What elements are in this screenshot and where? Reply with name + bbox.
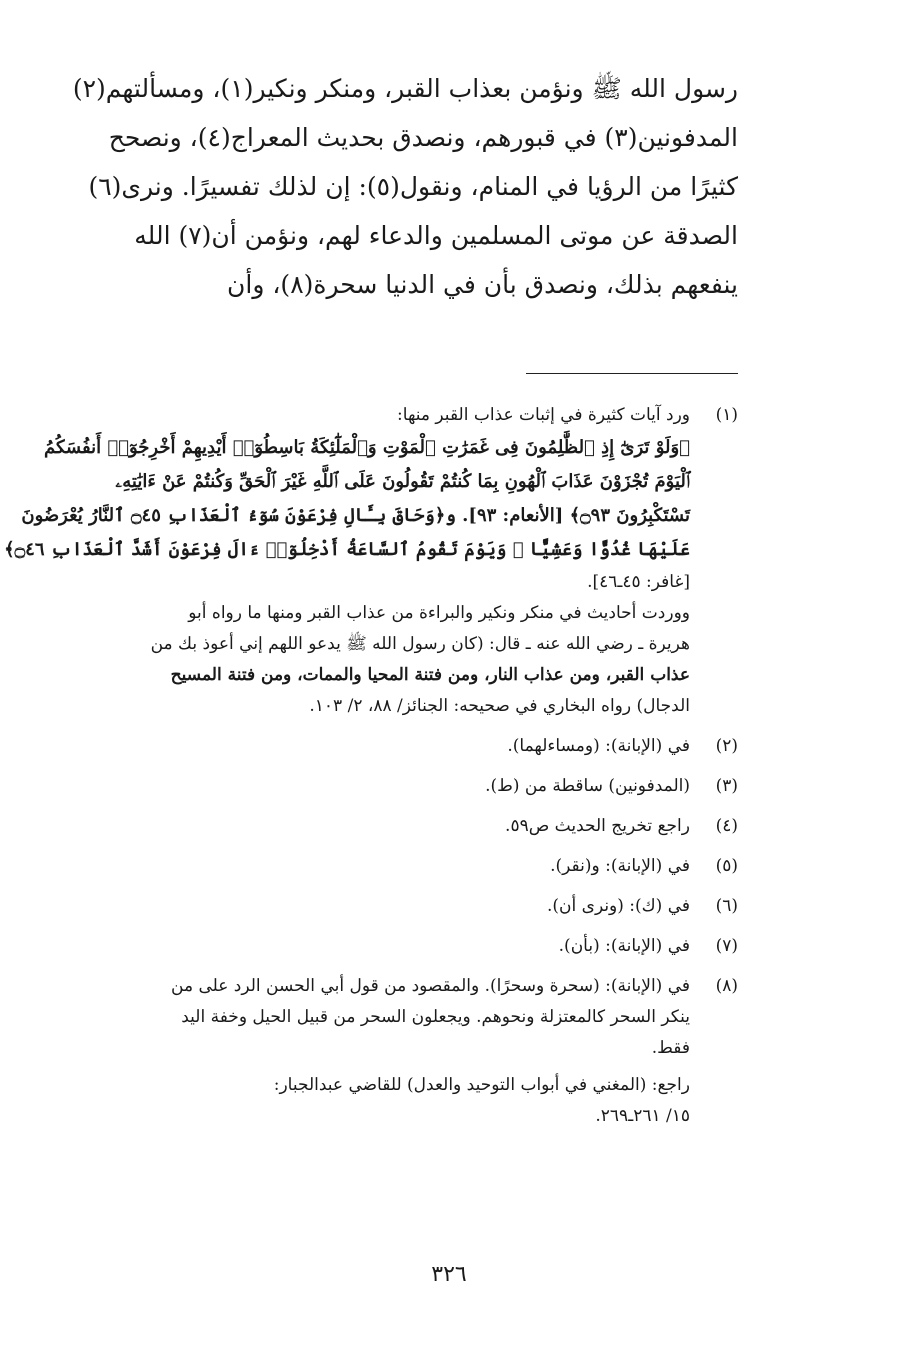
footnotes [4, 400, 738, 1141]
footnote-text-line-1: في (الإبانة): (سحرة وسحرًا). والمقصود من قول أبي الحسن الرد على من [171, 976, 690, 996]
page-number: ٣٢٦ [431, 1262, 467, 1287]
hadith-line-2: هريرة ـ رضي الله عنه ـ قال: (كان رسول الله ﷺ يدعو اللهم إني أعوذ بك من [150, 634, 690, 654]
footnote-text-line-3: فقط. [651, 1038, 690, 1058]
main-text-line-1: رسول الله ﷺ ونؤمن بعذاب القبر، ومنكر ونكير(١)، ومسألتهم(٢) [72, 74, 738, 103]
footnote-1 [4, 400, 738, 722]
main-text-line-2: المدفونين(٣) في قبورهم، ونصدق بحديث المعراج(٤)، ونصحح [108, 123, 738, 152]
footnote-7 [60, 931, 738, 962]
footnote-3 [60, 771, 738, 802]
quran-reference: [غافر: ٤٥ـ٤٦]. [587, 572, 690, 592]
footnote-number: (٢) [715, 736, 738, 756]
footnote-number: (٨) [715, 976, 738, 996]
footnote-extra-line-1: راجع: (المغني في أبواب التوحيد والعدل) للقاضي عبدالجبار: [273, 1075, 690, 1095]
footnote-number: (٧) [715, 936, 738, 956]
hadith-line-3: عذاب القبر، ومن عذاب النار، ومن فتنة المحيا والممات، ومن فتنة المسيح [170, 665, 690, 685]
footnote-text: (المدفونين) ساقطة من (ط). [485, 776, 690, 796]
footnote-6 [60, 891, 738, 922]
footnote-number: (٣) [715, 776, 738, 796]
footnote-intro: ورد آيات كثيرة في إثبات عذاب القبر منها: [397, 405, 690, 425]
footnote-8 [60, 971, 738, 1132]
main-body-text [60, 64, 738, 309]
footnote-number: (٦) [715, 896, 738, 916]
main-text-line-5: ينفعهم بذلك، ونصدق بأن في الدنيا سحرة(٨)، وأن [227, 270, 738, 299]
footnote-2 [60, 731, 738, 762]
footnote-extra-line-2: ١٥/ ٢٦١ـ٢٦٩. [595, 1106, 690, 1126]
main-text-line-3: كثيرًا من الرؤيا في المنام، ونقول(٥): إن لذلك تفسيرًا. ونرى(٦) [88, 172, 738, 201]
footnote-text: في (ك): (ونرى أن). [546, 896, 690, 916]
hadith-line-1: ووردت أحاديث في منكر ونكير والبراءة من عذاب القبر ومنها ما رواه أبو [188, 603, 690, 623]
quran-verse-line-1: ﴿وَلَوْ تَرَىٰٓ إِذِ ٱلظَّٰلِمُونَ فِى غَمَرَٰتِ ٱلْمَوْتِ وَٱلْمَلَٰٓئِكَةُ بَاسِطُوٓا۟ أَيْدِيهِمْ أَخْرِجُوٓا۟ أَنفُسَكُمُ [44, 437, 690, 458]
quran-verse-line-3: تَسْتَكْبِرُونَ ۝٩٣﴾ [الأنعام: ٩٣]. و﴿وَحَاقَ بِـَٔالِ فِرْعَوْنَ سُوٓءُ ٱلْعَذَابِ ۝٤٥ ٱلنَّارُ يُعْرَضُونَ [21, 505, 690, 526]
footnote-text: في (الإبانة): و(نقر). [550, 856, 690, 876]
footnote-text: في (الإبانة): (بأن). [558, 936, 690, 956]
main-text-line-4: الصدقة عن موتى المسلمين والدعاء لهم، ونؤمن أن(٧) الله [134, 221, 738, 250]
footnote-text-line-2: ينكر السحر كالمعتزلة ونحوهم. ويجعلون السحر من قبيل الحيل وخفة اليد [181, 1007, 690, 1027]
footnote-number: (٤) [715, 816, 738, 836]
footnote-4 [60, 811, 738, 842]
footnote-number: (١) [715, 405, 738, 425]
footnote-text: راجع تخريج الحديث ص٥٩. [505, 816, 690, 836]
quran-verse-line-4: عَلَيْهَا غُدُوًّا وَعَشِيًّا ۖ وَيَوْمَ تَقُومُ ٱلسَّاعَةُ أَدْخِلُوٓا۟ ءَالَ فِرْعَوْنَ أَشَدَّ ٱلْعَذَابِ ۝٤٦﴾ [4, 539, 690, 560]
footnote-text: في (الإبانة): (ومساءلهما). [507, 736, 690, 756]
footnote-number: (٥) [715, 856, 738, 876]
footnote-separator [526, 373, 738, 374]
quran-verse-line-2: ٱلْيَوْمَ تُجْزَوْنَ عَذَابَ ٱلْهُونِ بِمَا كُنتُمْ تَقُولُونَ عَلَى ٱللَّهِ غَيْرَ ٱلْحَقِّ وَكُنتُمْ عَنْ ءَايَٰتِهِۦ [115, 471, 690, 492]
footnote-5 [60, 851, 738, 882]
hadith-line-4: الدجال) رواه البخاري في صحيحه: الجنائز/ ٨٨، ٢/ ١٠٣. [309, 696, 690, 716]
